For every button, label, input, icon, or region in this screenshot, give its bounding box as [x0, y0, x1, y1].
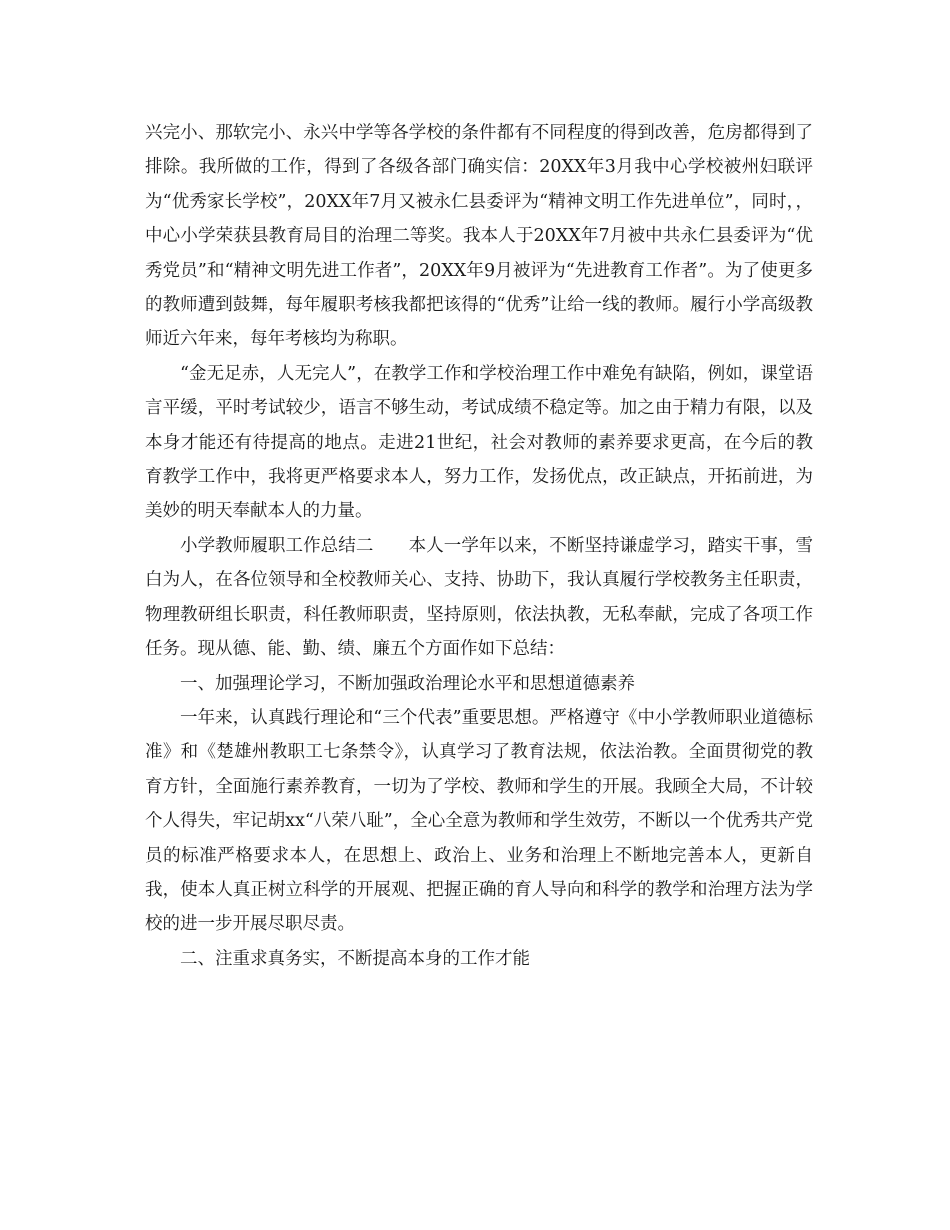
section-heading-one: 一、加强理论学习，不断加强政治理论水平和思想道德素养 [180, 673, 635, 694]
section-heading-two: 二、注重求真务实，不断提高本身的工作才能 [180, 948, 530, 969]
paragraph-shortcomings: “金无足赤，人无完人”，在教学工作和学校治理工作中难免有缺陷，例如，课堂语言平缓，平时考试较少，语言不够生动，考试成绩不稳定等。加之由于精力有限，以及本身才能还有待提高的地点。走进21世纪，社会对教师的素养要求更高，在今后的教育教学工作中，我将更严格要求本人，努力工作，发扬优点，改正缺点，开拓前进，为美妙的明天奉献本人的力量。 [145, 363, 813, 522]
paragraph-summary-two-intro: 小学教师履职工作总结二 本人一学年以来，不断坚持谦虚学习，踏实干事，雪白为人，在各位领导和全校教师关心、支持、协助下，我认真履行学校教务主任职责，物理教研组长职责，科任教师职责，坚持原则，依法执教，无私奉献，完成了各项工作任务。现从德、能、勤、绩、廉五个方面作如下总结： [145, 535, 813, 660]
paragraph-theory-study: 一年来，认真践行理论和“三个代表”重要思想。严格遵守《中小学教师职业道德标准》和《楚雄州教职工七条禁令》，认真学习了教育法规，依法治教。全面贯彻党的教育方针，全面施行素养教育，一切为了学校、教师和学生的开展。我顾全大局，不计较个人得失，牢记胡xx“八荣八耻”，全心全意为教师和学生效劳，不断以一个优秀共产党员的标准严格要求本人，在思想上、政治上、业务和治理上不断地完善本人，更新自我，使本人真正树立科学的开展观、把握正确的育人导向和科学的教学和治理方法为学校的进一步开展尽职尽责。 [145, 707, 813, 935]
document-body [145, 116, 813, 976]
paragraph-honors: 兴完小、那软完小、永兴中学等各学校的条件都有不同程度的得到改善，危房都得到了排除。我所做的工作，得到了各级各部门确实信：20XX年3月我中心学校被州妇联评为“优秀家长学校”，20XX年7月又被永仁县委评为“精神文明工作先进单位”，同时，，中心小学荣获县教育局目的治理二等奖。我本人于20XX年7月被中共永仁县委评为“优秀党员”和“精神文明先进工作者”，20XX年9月被评为“先进教育工作者”。为了使更多的教师遭到鼓舞，每年履职考核我都把该得的“优秀”让给一线的教师。履行小学高级教师近六年来，每年考核均为称职。 [145, 123, 813, 350]
